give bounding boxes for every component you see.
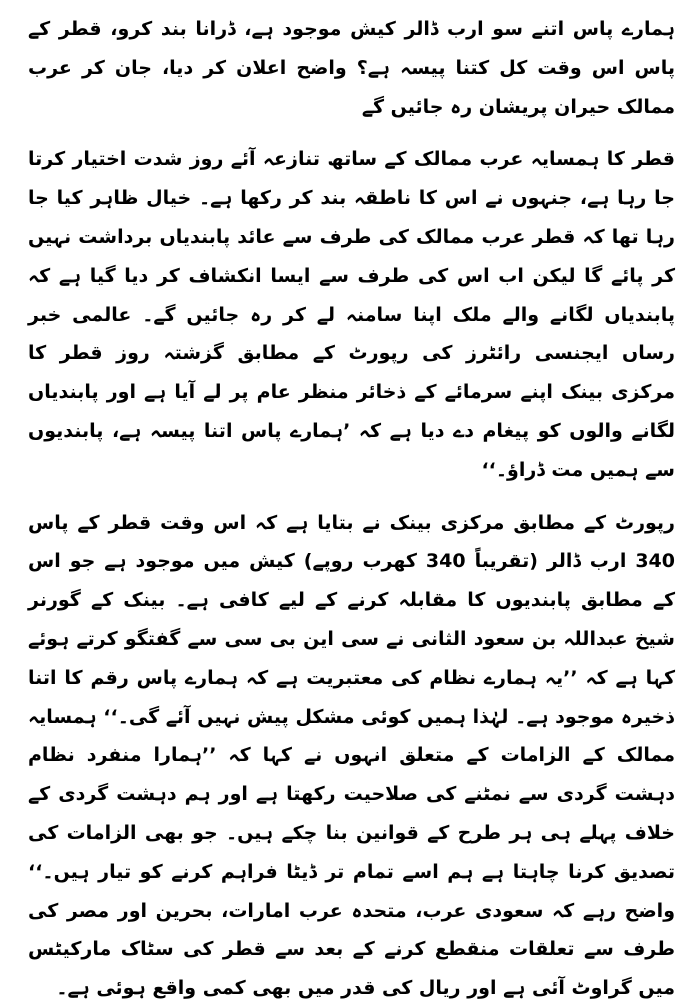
article-paragraph-2: رپورٹ کے مطابق مرکزی بینک نے بتایا ہے کہ اس وقت قطر کے پاس 340 ارب ڈالر (تقریباً 340 کھرب روپے) کیش میں موجود ہے جو اس کے مطابق پابندیوں کا مقابلہ کرنے کے لیے کافی ہے۔ بینک کے گورنر شیخ عبداللہ بن سعود الثانی نے سی این بی سی سے گفتگو کرتے ہوئے کہا ہے کہ ’’یہ ہمارے نظام کی معتبریت ہے کہ ہمارے پاس رقم کا اتنا ذخیرہ موجود ہے۔ لہٰذا ہمیں کوئی مشکل پیش نہیں آئے گی۔‘‘ ہمسایہ ممالک کے الزامات کے متعلق انہوں نے کہا کہ ’’ہمارا منفرد نظام دہشت گردی سے نمٹنے کی صلاحیت رکھتا ہے اور ہم دہشت گردی کے خلاف پہلے ہی ہر طرح کے قوانین بنا چکے ہیں۔ جو بھی الزامات کی تصدیق کرنا چاہتا ہے ہم اسے تمام تر ڈیٹا فراہم کرنے کو تیار ہیں۔‘‘ واضح رہے کہ سعودی عرب، متحدہ عرب امارات، بحرین اور مصر کی طرف سے تعلقات منقطع کرنے کے بعد سے قطر کی سٹاک مارکیٹس میں گراوٹ آئی ہے اور ریال کی قدر میں بھی کمی واقع ہوئی ہے۔ (28, 511, 675, 1000)
article-paragraph-1: قطر کا ہمسایہ عرب ممالک کے ساتھ تنازعہ آئے روز شدت اختیار کرتا جا رہا ہے، جنہوں نے اس کا ناطقہ بند کر رکھا ہے۔ خیال ظاہر کیا جا رہا تھا کہ قطر عرب ممالک کی طرف سے عائد پابندیاں برداشت نہیں کر پائے گا لیکن اب اس کی طرف سے ایسا انکشاف کر دیا گیا ہے کہ پابندیاں لگانے والے ملک اپنا سامنہ لے کر رہ جائیں گے۔ عالمی خبر رساں ایجنسی رائٹرز کی رپورٹ کے مطابق گزشتہ روز قطر کا مرکزی بینک اپنے سرمائے کے ذخائر منظر عام پر لے آیا ہے اور پابندیاں لگانے والوں کو پیغام دے دیا ہے کہ ’ہمارے پاس اتنا پیسہ ہے، پابندیوں سے ہمیں مت ڈراؤ۔‘‘ (28, 148, 675, 481)
article-headline: ہمارے پاس اتنے سو ارب ڈالر کیش موجود ہے، ڈرانا بند کرو، قطر کے پاس اس وقت کل کتنا پیسہ ہے؟ واضح اعلان کر دیا، جان کر عرب ممالک حیران پریشان رہ جائیں گے (28, 18, 675, 118)
